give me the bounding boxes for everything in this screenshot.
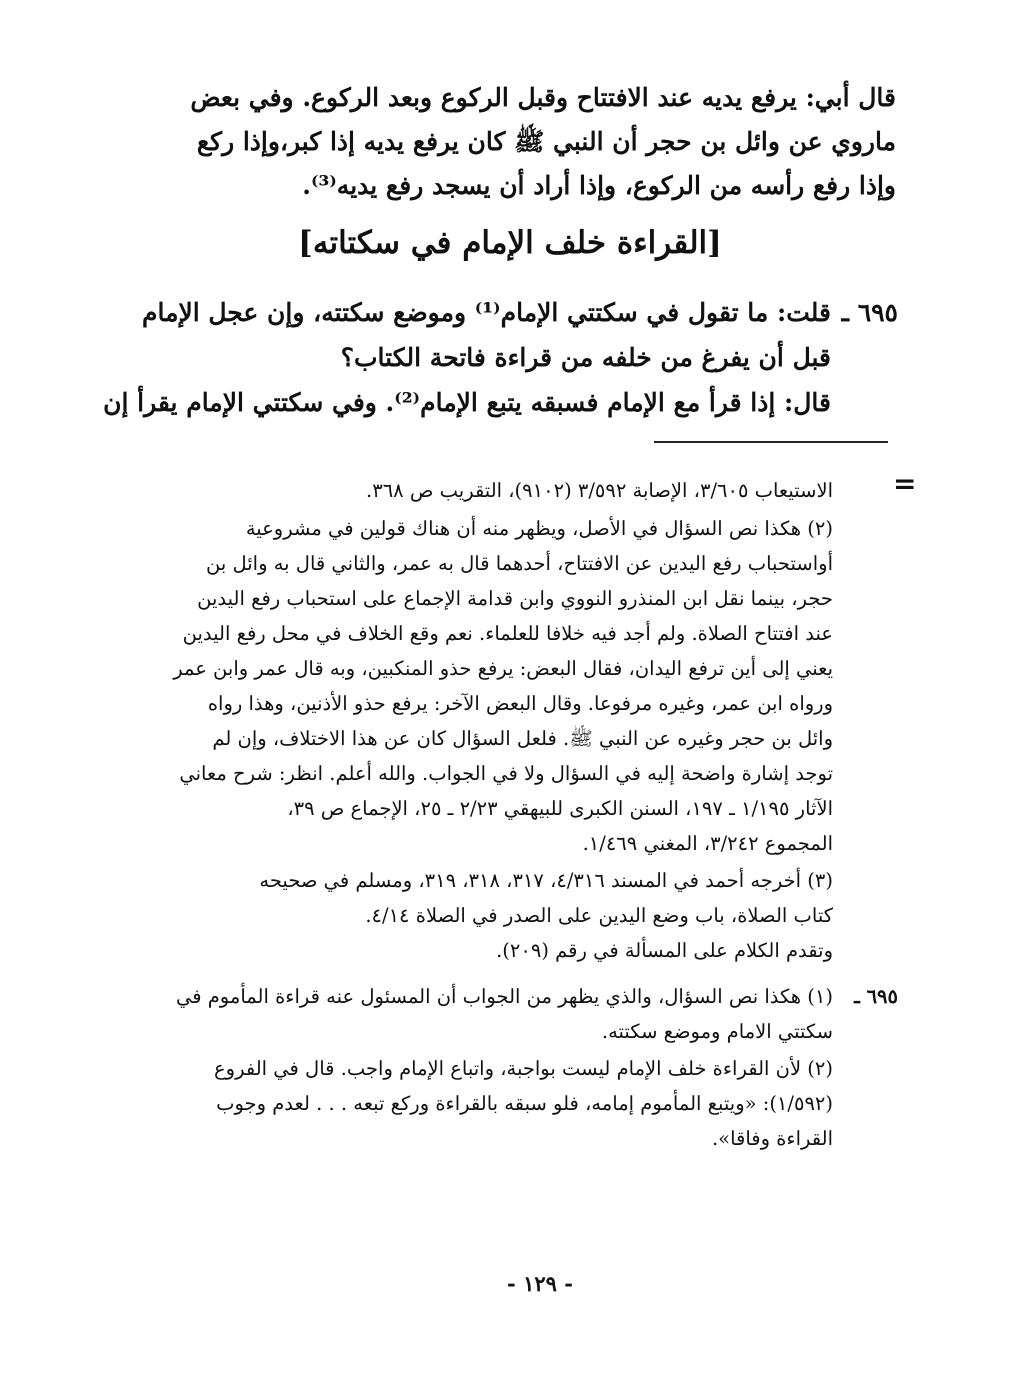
footnote-2-line: أواستحباب رفع اليدين عن الافتتاح، أحدهما قال به عمر، والثاني قال به وائل بن [206, 552, 833, 575]
footnote-2-line: وائل بن حجر وغيره عن النبي ﷺ. فلعل السؤال كان عن هذا الاختلاف، وإن لم [212, 727, 833, 750]
footnote-continued: الاستيعاب ٣/٦٠٥، الإصابة ٣/٥٩٢ (٩١٠٢)، التقريب ص ٣٦٨. [366, 479, 833, 502]
q695-note-2-line: القراءة وفاقا». [711, 1127, 833, 1150]
q695-note-1-line: سكتتي الامام وموضع سكتته. [601, 1020, 833, 1043]
footnote-2-line: ورواه ابن عمر، وغيره مرفوعا. وقال البعض الآخر: يرفع حذو الأذنين، وهذا رواه [207, 692, 833, 715]
main-text-line-1: قال أبي: يرفع يديه عند الافتتاح وقبل الركوع وبعد الركوع. وفي بعض [190, 83, 896, 112]
footnote-2-line: عند افتتاح الصلاة. ولم أجد فيه خلافا للعلماء. نعم وقع الخلاف في محل رفع اليدين [182, 622, 833, 645]
footnote-separator [654, 441, 888, 443]
answer-line-1: قال: إذا قرأ مع الإمام فسبقه يتبع الإمام⁽²⁾. وفي سكتتي الإمام يقرأ إن [103, 388, 831, 417]
page-number: - ١٢٩ - [507, 1271, 573, 1296]
footnote-2-line: يعني إلى أين ترفع اليدان، فقال البعض: يرفع حذو المنكبين، وبه قال عمر وابن عمر [173, 657, 833, 680]
main-text-line-2: ماروي عن وائل بن حجر أن النبي ﷺ كان يرفع يديه إذا كبر،وإذا ركع [196, 127, 896, 156]
footnote-2-line: (٢) هكذا نص السؤال في الأصل، ويظهر منه أن هناك قولين في مشروعية [245, 517, 833, 540]
question-number: ٦٩٥ ـ [841, 298, 898, 327]
footnote-3-line: (٣) أخرجه أحمد في المسند ٤/٣١٦، ٣١٧، ٣١٨، ٣١٩، ومسلم في صحيحه [259, 869, 833, 892]
main-text-line-3: وإذا رفع رأسه من الركوع، وإذا أراد أن يسجد رفع يديه⁽³⁾. [302, 171, 896, 200]
q695-note-2-line: (٢) لأن القراءة خلف الإمام ليست بواجبة، واتباع الإمام واجب. قال في الفروع [214, 1057, 833, 1080]
footnote-2-line: المجموع ٣/٢٤٢، المغني ١/٤٦٩. [582, 832, 833, 855]
footnote-3-line: كتاب الصلاة، باب وضع اليدين على الصدر في الصلاة ٤/١٤. [365, 904, 833, 927]
footnote-3-line: وتقدم الكلام على المسألة في رقم (٢٠٩). [496, 939, 833, 962]
footnote-2-line: الآثار ١/١٩٥ ـ ١٩٧، السنن الكبرى للبيهقي ٢/٢٣ ـ ٢٥، الإجماع ص ٣٩، [287, 797, 833, 820]
section-heading: [القراءة خلف الإمام في سكتاته] [298, 225, 722, 261]
question-line-2: قبل أن يفرغ من خلفه من قراءة فاتحة الكتاب؟ [340, 343, 831, 372]
continuation-marker: = [893, 467, 917, 500]
q695-note-1-line: (١) هكذا نص السؤال، والذي يظهر من الجواب أن المسئول عنه قراءة المأموم في [175, 985, 833, 1008]
footnote-2-line: توجد إشارة واضحة إليه في السؤال ولا في الجواب. والله أعلم. انظر: شرح معاني [179, 762, 833, 785]
footnote-2-line: حجر، بينما نقل ابن المنذرو النووي وابن قدامة الإجماع على استحباب رفع اليدين [197, 587, 833, 610]
footnote-question-number: ٦٩٥ ـ [854, 985, 898, 1008]
q695-note-2-line: (١/٥٩٢): «ويتبع المأموم إمامه، فلو سبقه بالقراءة وركع تبعه . . . لعدم وجوب [216, 1092, 833, 1115]
question-line-1: قلت: ما تقول في سكتتي الإمام⁽¹⁾ وموضع سكتته، وإن عجل الإمام [141, 298, 831, 327]
